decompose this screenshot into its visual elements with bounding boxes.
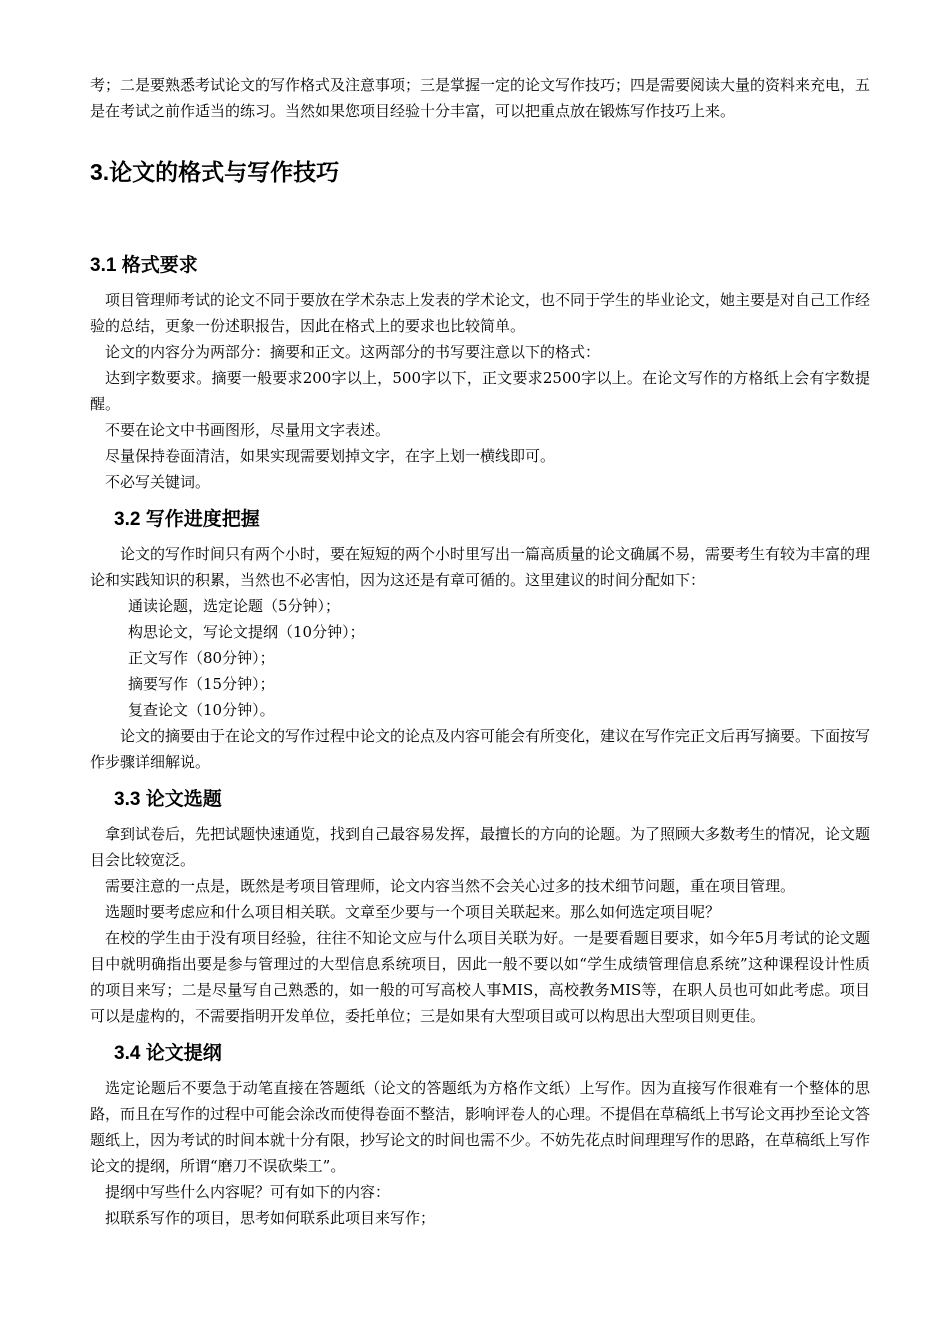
s32-step-item: 摘要写作（15分钟）； (128, 675, 275, 693)
s32-outro-paragraph: 论文的摘要由于在论文的写作过程中论文的论点及内容可能会有所变化，建议在写作完正文后再写摘要。下面按写作步骤详细解说。 (90, 727, 871, 771)
s33-paragraph: 需要注意的一点是，既然是考项目管理师，论文内容当然不会关心过多的技术细节问题，重在项目管理。 (105, 877, 796, 895)
s32-intro-paragraph: 论文的写作时间只有两个小时，要在短短的两个小时里写出一篇高质量的论文确属不易，需要考生有较为丰富的理论和实践知识的积累，当然也不必害怕，因为这还是有章可循的。这里建议的时间分配如下： (90, 545, 871, 589)
section-3-3-title: 3.3 论文选题 (114, 789, 222, 810)
intro-paragraph: 考；二是要熟悉考试论文的写作格式及注意事项；三是掌握一定的论文写作技巧；四是需要阅读大量的资料来充电，五是在考试之前作适当的练习。当然如果您项目经验十分丰富，可以把重点放在锻炼写作技巧上来。 (90, 76, 871, 120)
section-3-2-title: 3.2 写作进度把握 (114, 509, 260, 530)
section-3-1-title: 3.1 格式要求 (90, 255, 198, 276)
s33-paragraph: 拿到试卷后，先把试题快速通览，找到自己最容易发挥，最擅长的方向的论题。为了照顾大多数考生的情况，论文题目会比较宽泛。 (90, 825, 871, 869)
s32-step-item: 构思论文，写论文提纲（10分钟）； (128, 623, 365, 641)
s34-paragraph: 选定论题后不要急于动笔直接在答题纸（论文的答题纸为方格作文纸）上写作。因为直接写作很难有一个整体的思路，而且在写作的过程中可能会涂改而使得卷面不整洁，影响评卷人的心理。不提倡在草稿纸上书写论文再抄至论文答题纸上，因为考试的时间本就十分有限，抄写论文的时间也需不少。不妨先花点时间理理写作的思路，在草稿纸上写作论文的提纲，所谓“磨刀不误砍柴工”。 (90, 1079, 871, 1175)
document-body (90, 72, 870, 1231)
chapter-title: 3.论文的格式与写作技巧 (90, 159, 340, 185)
s31-paragraph: 论文的内容分为两部分：摘要和正文。这两部分的书写要注意以下的格式： (105, 343, 601, 361)
s31-paragraph: 达到字数要求。摘要一般要求200字以上，500字以下，正文要求2500字以上。在论文写作的方格纸上会有字数提醒。 (90, 369, 870, 413)
s34-paragraph: 拟联系写作的项目，思考如何联系此项目来写作； (105, 1209, 436, 1227)
s31-paragraph: 尽量保持卷面清洁，如果实现需要划掉文字，在字上划一横线即可。 (105, 447, 556, 465)
s33-paragraph: 选题时要考虑应和什么项目相关联。文章至少要与一个项目关联起来。那么如何选定项目呢？ (105, 903, 721, 921)
s31-paragraph: 项目管理师考试的论文不同于要放在学术杂志上发表的学术论文，也不同于学生的毕业论文，她主要是对自己工作经验的总结，更象一份述职报告，因此在格式上的要求也比较简单。 (90, 291, 871, 335)
s31-paragraph: 不必写关键词。 (105, 473, 211, 491)
s32-step-item: 通读论题，选定论题（5分钟）； (128, 597, 341, 615)
s34-paragraph: 提纲中写些什么内容呢？可有如下的内容： (105, 1183, 391, 1201)
s31-paragraph: 不要在论文中书画图形，尽量用文字表述。 (105, 421, 391, 439)
section-3-4-title: 3.4 论文提纲 (114, 1043, 222, 1064)
s32-step-item: 正文写作（80分钟）； (128, 649, 275, 667)
s33-paragraph: 在校的学生由于没有项目经验，往往不知论文应与什么项目关联为好。一是要看题目要求，如今年5月考试的论文题目中就明确指出要是参与管理过的大型信息系统项目，因此一般不要以如“学生成绩管理信息系统”这种课程设计性质的项目来写；二是尽量写自己熟悉的，如一般的可写高校人事MIS，高校教务MIS等，在职人员也可如此考虑。项目可以是虚构的，不需要指明开发单位，委托单位；三是如果有大型项目或可以构思出大型项目则更佳。 (90, 929, 870, 1025)
s32-step-item: 复查论文（10分钟）。 (128, 701, 275, 719)
